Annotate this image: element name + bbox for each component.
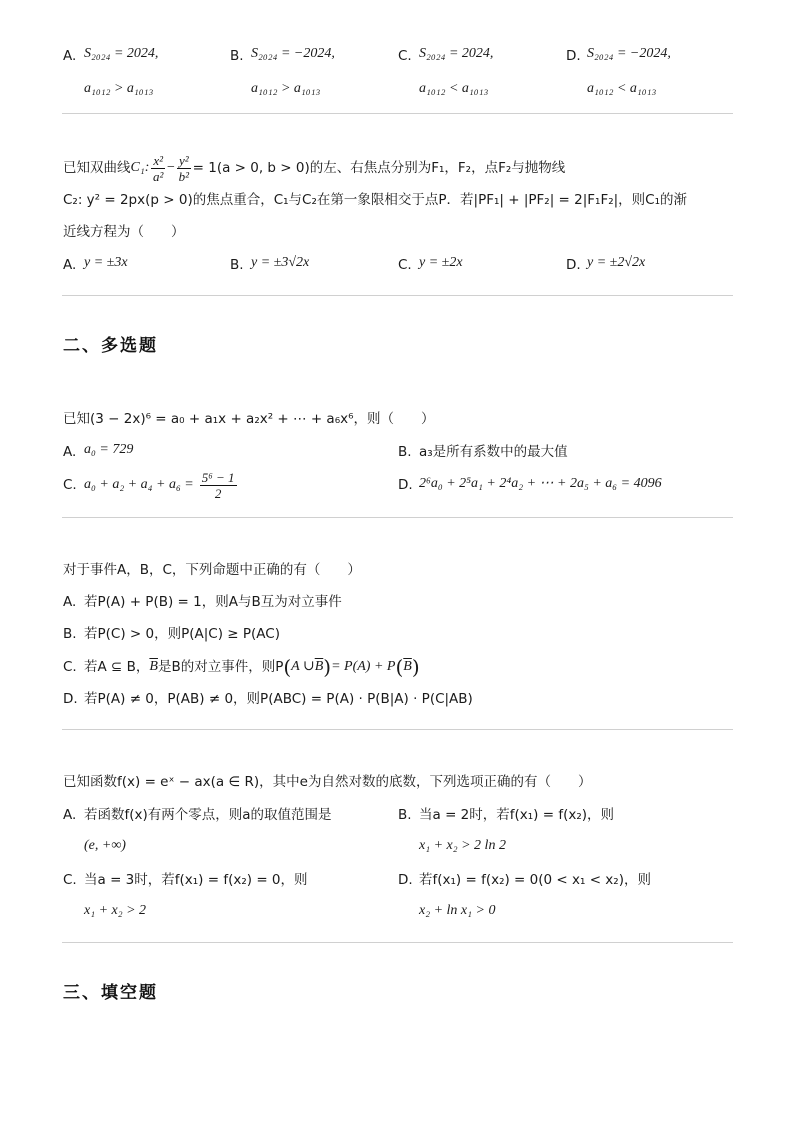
option-b-text: 若P(C) > 0，则P(A|C) ≥ P(AC)	[84, 626, 280, 642]
option-a-line2: a₁₀₁₂ > a₁₀₁₃	[84, 81, 154, 96]
question-stem-line2: C₂: y² = 2px(p > 0)的焦点重合，C₁与C₂在第一象限相交于点P．若|PF₁| + |PF₂| = 2|F₁F₂|，则C₁的渐	[63, 192, 688, 208]
fraction-denominator: 2	[214, 485, 222, 501]
option-a-text: 若P(A) + P(B) = 1，则A与B互为对立事件	[84, 594, 342, 610]
fraction-x2-a2: $\frac{\text{x²}}{\text{a²}}$	[153, 152, 164, 184]
complement-b: $\overline{B}$	[149, 659, 158, 674]
option-b-text: y = ±3√2x	[251, 255, 310, 270]
option-c-fraction	[200, 470, 237, 501]
option-c-part: A ∪	[291, 659, 315, 674]
stem-suffix: = 1(a > 0, b > 0)的左、右焦点分别为F₁，F₂，点F₂与抛物线	[192, 160, 566, 176]
option-a-line1: S₂₀₂₄ = 2024,	[84, 46, 159, 61]
section-title-fill-blank: 三、填空题	[63, 983, 158, 1003]
option-c-line1: 当a = 3时，若f(x₁) = f(x₂) = 0，则	[84, 872, 308, 888]
divider	[62, 113, 733, 114]
option-b-line1: 当a = 2时，若f(x₁) = f(x₂)，则	[419, 807, 615, 823]
divider	[62, 942, 733, 943]
option-d-line1: S₂₀₂₄ = −2024,	[587, 46, 671, 61]
option-a-label: A.	[63, 444, 77, 460]
option-c-label: C.	[398, 257, 412, 273]
option-b-label: B.	[230, 48, 244, 64]
option-d-text: 若P(A) ≠ 0，P(AB) ≠ 0，则P(ABC) = P(A) · P(B|A) · P(C|AB)	[84, 691, 473, 707]
option-c-text: y = ±2x	[419, 255, 463, 270]
option-c-line2: a₁₀₁₂ < a₁₀₁₃	[419, 81, 489, 96]
question-stem: 对于事件A，B，C，下列命题中正确的有（ ）	[63, 562, 361, 578]
question-stem: 已知函数f(x) = eˣ − ax(a ∈ R)，其中e为自然对数的底数，下列选项正确的有（ ）	[63, 774, 592, 790]
option-d-label: D.	[398, 477, 413, 493]
option-c-part: 是B的对立事件，则P	[157, 659, 284, 675]
option-d-label: D.	[566, 257, 581, 273]
option-b-label: B.	[230, 257, 244, 273]
option-d-label: D.	[63, 691, 78, 707]
option-c-label: C.	[398, 48, 412, 64]
divider	[62, 729, 733, 730]
option-b-label: B.	[398, 807, 412, 823]
option-d-text: 2⁶a₀ + 2⁵a₁ + 2⁴a₂ + ⋯ + 2a₅ + a₆ = 4096	[419, 476, 662, 491]
option-a-label: A.	[63, 48, 77, 64]
option-d-label: D.	[398, 872, 413, 888]
option-c-label: C.	[63, 659, 77, 675]
right-paren: )	[411, 655, 420, 679]
option-c-label: C.	[63, 477, 77, 493]
minus-sign: −	[167, 160, 175, 175]
option-c-line1: S₂₀₂₄ = 2024,	[419, 46, 494, 61]
complement-b: $\overline{B}$	[314, 659, 324, 674]
option-a-text: y = ±3x	[84, 255, 128, 270]
option-d-label: D.	[566, 48, 581, 64]
option-c-part: = P(A) + P	[331, 659, 396, 674]
option-b-label: B.	[63, 626, 77, 642]
option-a-text: a₀ = 729	[84, 442, 134, 457]
option-d-line1: 若f(x₁) = f(x₂) = 0(0 < x₁ < x₂)，则	[419, 872, 651, 888]
option-c-label: C.	[63, 872, 77, 888]
question-stem-line3: 近线方程为（ ）	[63, 224, 185, 240]
option-a-label: A.	[63, 257, 77, 273]
option-b-line1: S₂₀₂₄ = −2024,	[251, 46, 335, 61]
section-title-multi-choice: 二、多选题	[63, 336, 158, 356]
option-a-line2: (e, +∞)	[84, 838, 126, 853]
option-c-prefix: a₀ + a₂ + a₄ + a₆ =	[84, 477, 194, 492]
option-b-text: a₃是所有系数中的最大值	[419, 444, 568, 460]
option-c-text	[84, 652, 420, 682]
option-b-line2: x₁ + x₂ > 2 ln 2	[419, 838, 506, 853]
complement-b: $\overline{B}$	[403, 659, 412, 674]
option-b-label: B.	[398, 444, 412, 460]
left-paren: (	[395, 655, 404, 679]
option-a-label: A.	[63, 594, 77, 610]
fraction-numerator: 5⁶ − 1	[201, 469, 235, 485]
divider	[62, 295, 733, 296]
question-stem: 已知(3 − 2x)⁶ = a₀ + a₁x + a₂x² + ⋯ + a₆x⁶，则（ ）	[63, 411, 435, 427]
question-stem-line1	[63, 146, 565, 190]
option-b-line2: a₁₀₁₂ > a₁₀₁₃	[251, 81, 321, 96]
right-paren: )	[323, 655, 332, 679]
option-c-expression	[84, 464, 239, 506]
option-d-line2: x₂ + ln x₁ > 0	[419, 903, 496, 918]
curve-name: C₁:	[130, 160, 150, 175]
option-a-line1: 若函数f(x)有两个零点，则a的取值范围是	[84, 807, 332, 823]
left-paren: (	[283, 655, 292, 679]
stem-prefix: 已知双曲线	[63, 160, 131, 176]
option-a-label: A.	[63, 807, 77, 823]
option-d-line2: a₁₀₁₂ < a₁₀₁₃	[587, 81, 657, 96]
fraction-y2-b2: $\frac{\text{y²}}{\text{b²}}$	[178, 152, 189, 184]
divider	[62, 517, 733, 518]
option-c-part: 若A ⊆ B，	[84, 659, 150, 675]
option-c-line2: x₁ + x₂ > 2	[84, 903, 147, 918]
option-d-text: y = ±2√2x	[587, 255, 646, 270]
